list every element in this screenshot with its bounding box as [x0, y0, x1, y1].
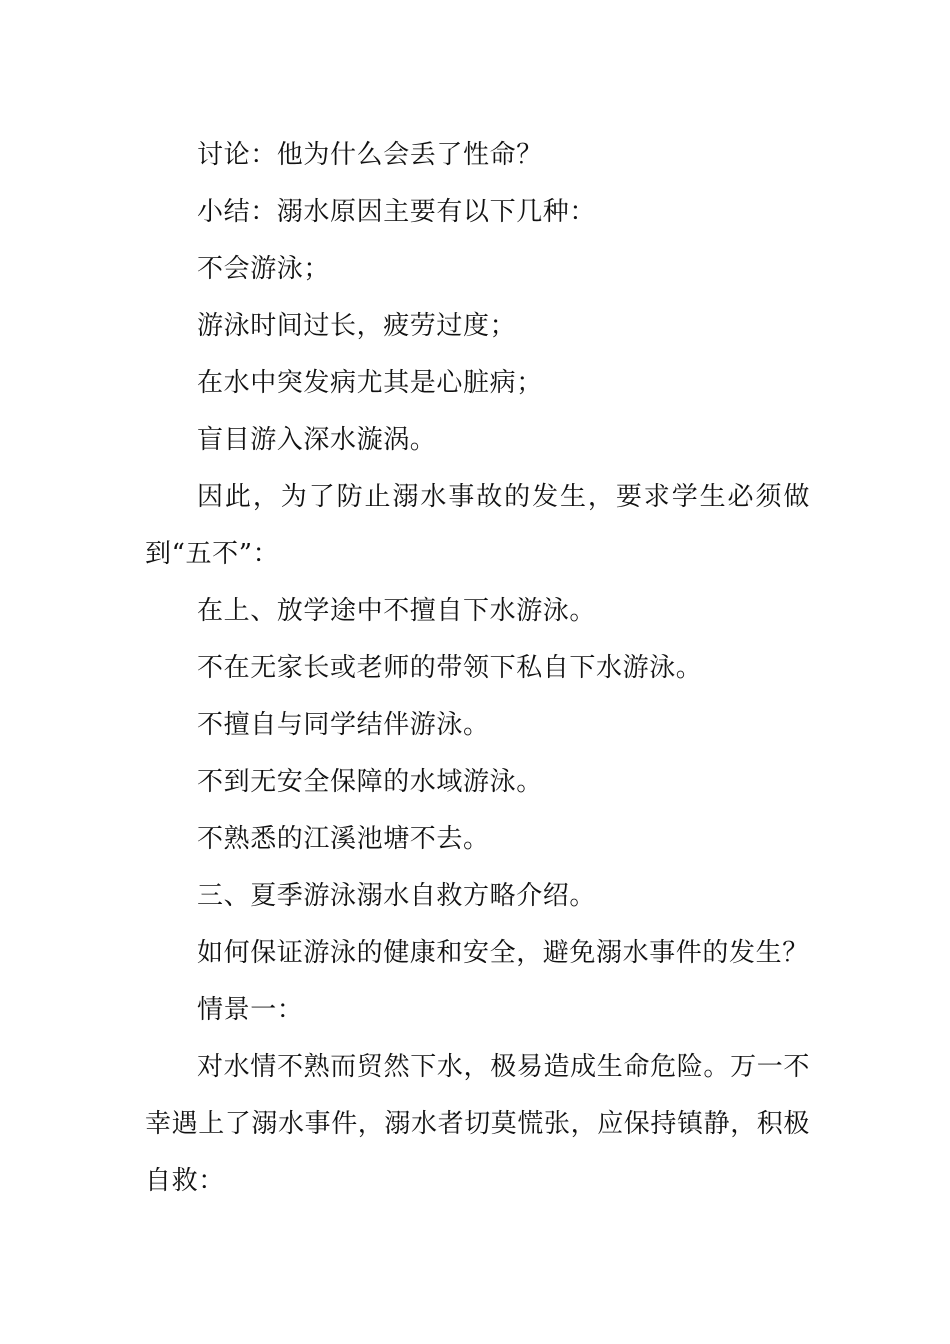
document-body — [145, 127, 810, 1210]
paragraph-cause-3: 在水中突发病尤其是心脏病； — [197, 368, 543, 398]
paragraph-scenario-1-body: 对水情不熟而贸然下水，极易造成生命危险。万一不幸遇上了溺水事件，溺水者切莫慌张，应保持镇静，积极自救： — [145, 1052, 811, 1196]
paragraph-rule-5: 不熟悉的江溪池塘不去。 — [197, 824, 490, 854]
paragraph-cause-2: 游泳时间过长，疲劳过度； — [197, 311, 517, 341]
paragraph-scenario-1: 情景一： — [197, 995, 304, 1025]
paragraph-summary: 小结：溺水原因主要有以下几种： — [197, 197, 597, 227]
paragraph-five-nots-intro: 因此，为了防止溺水事故的发生，要求学生必须做到“五不”： — [145, 482, 810, 569]
paragraph-cause-1: 不会游泳； — [197, 254, 331, 284]
paragraph-rule-2: 不在无家长或老师的带领下私自下水游泳。 — [197, 653, 703, 683]
paragraph-discussion: 讨论：他为什么会丢了性命？ — [197, 140, 543, 170]
paragraph-cause-4: 盲目游入深水漩涡。 — [197, 425, 437, 455]
section-heading-self-rescue: 三、夏季游泳溺水自救方略介绍。 — [197, 881, 597, 911]
paragraph-question: 如何保证游泳的健康和安全，避免溺水事件的发生？ — [197, 938, 809, 968]
paragraph-rule-3: 不擅自与同学结伴游泳。 — [197, 710, 490, 740]
paragraph-rule-4: 不到无安全保障的水域游泳。 — [197, 767, 543, 797]
paragraph-rule-1: 在上、放学途中不擅自下水游泳。 — [197, 596, 597, 626]
